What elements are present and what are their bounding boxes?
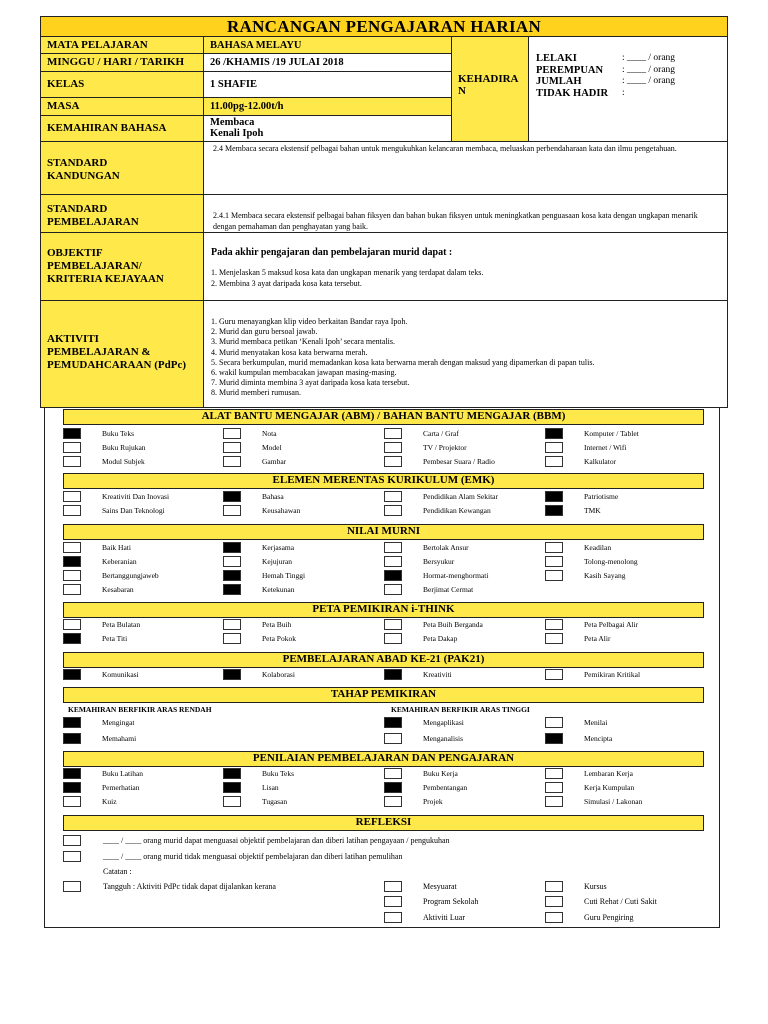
abm-checkbox-carta-graf[interactable] (384, 428, 402, 439)
emk-label-patriotisme: Patriotisme (584, 492, 619, 501)
nilai-checkbox-hemah-tinggi[interactable] (223, 570, 241, 581)
nilai-label-hormat-menghormati: Hormat-menghormati (423, 571, 489, 580)
pak21-label-kolaborasi: Kolaborasi (262, 670, 295, 679)
abm-checkbox-gambar[interactable] (223, 456, 241, 467)
pak21-label-pemikiran-kritikal: Pemikiran Kritikal (584, 670, 641, 679)
nilai-checkbox-bertanggungjaweb[interactable] (63, 570, 81, 581)
nilai-checkbox-bertolak-ansur[interactable] (384, 542, 402, 553)
nilai-label-kesabaran: Kesabaran (102, 585, 134, 594)
penilaian-label-buku-teks: Buku Teks (262, 769, 295, 778)
nilai-checkbox-berjimat-cermat[interactable] (384, 584, 402, 595)
penilaian-checkbox-kerja-kumpulan[interactable] (545, 782, 563, 793)
nilai-checkbox-keberanian[interactable] (63, 556, 81, 567)
objektif-label-line2: PEMBELAJARAN/ (47, 260, 142, 272)
penilaian-checkbox-tugasan[interactable] (223, 796, 241, 807)
nilai-label-bertolak-ansur: Bertolak Ansur (423, 543, 469, 552)
kehadiran-tidak-hadir (536, 88, 722, 100)
aktiviti-label-line1: AKTIVITI (47, 333, 99, 345)
tahap-label-mengingat: Mengingat (102, 718, 135, 727)
abm-label-gambar: Gambar (262, 457, 287, 466)
nilai-checkbox-hormat-menghormati[interactable] (384, 570, 402, 581)
ithink-checkbox-peta-dakap[interactable] (384, 633, 402, 644)
ithink-checkbox-peta-bulatan[interactable] (63, 619, 81, 630)
refleksi-checkbox-aktiviti-luar[interactable] (384, 912, 402, 923)
abm-label-buku-teks: Buku Teks (102, 429, 135, 438)
abm-label-pembesar-suara-radio: Pembesar Suara / Radio (423, 457, 495, 466)
perempuan-value: : ____ / orang (622, 64, 676, 75)
nilai-checkbox-kesabaran[interactable] (63, 584, 81, 595)
nilai-label-keberanian: Keberanian (102, 557, 137, 566)
aktiviti-label-line3: PEMUDAHCARAAN (PdPc) (47, 359, 187, 371)
nilai-checkbox-ketekunan[interactable] (223, 584, 241, 595)
ithink-checkbox-peta-titi[interactable] (63, 633, 81, 644)
nilai-label-keadilan: Keadilan (584, 543, 612, 552)
emk-checkbox-pendidikan-alam-sekitar[interactable] (384, 491, 402, 502)
penilaian-section-title: PENILAIAN PEMBELAJARAN DAN PENGAJARAN (63, 751, 704, 767)
penilaian-checkbox-kuiz[interactable] (63, 796, 81, 807)
abm-checkbox-model[interactable] (223, 442, 241, 453)
masa-label: MASA (41, 98, 204, 116)
refleksi-checkbox-2[interactable] (63, 851, 81, 862)
emk-section-title: ELEMEN MERENTAS KURIKULUM (EMK) (63, 473, 704, 489)
pak21-checkbox-kreativiti[interactable] (384, 669, 402, 680)
sp-label-line1: STANDARD (47, 203, 108, 215)
tahap-label-mengaplikasi: Mengaplikasi (423, 718, 464, 727)
emk-label-pendidikan-kewangan: Pendidikan Kewangan (423, 506, 491, 515)
standard-kandungan-label (41, 142, 204, 195)
emk-label-kreativiti-dan-inovasi: Kreativiti Dan Inovasi (102, 492, 170, 501)
nilai-checkbox-keadilan[interactable] (545, 542, 563, 553)
penilaian-checkbox-pemerhatian[interactable] (63, 782, 81, 793)
nilai-label-kasih-sayang: Kasih Sayang (584, 571, 626, 580)
emk-label-keusahawan: Keusahawan (262, 506, 301, 515)
penilaian-label-buku-latihan: Buku Latihan (102, 769, 144, 778)
abm-checkbox-komputer-tablet[interactable] (545, 428, 563, 439)
penilaian-label-kuiz: Kuiz (102, 797, 117, 806)
aktiviti-item-8: 8. Murid memberi rumusan. (211, 388, 301, 398)
nilai-checkbox-kejujuran[interactable] (223, 556, 241, 567)
nilai-label-bertanggungjaweb: Bertanggungjaweb (102, 571, 159, 580)
kehadiran-label-line1: KEHADIRA (458, 73, 519, 85)
aktiviti-item-7: 7. Murid diminta membina 3 ayat daripada kosa kata tersebut. (211, 378, 410, 388)
emk-checkbox-keusahawan[interactable] (223, 505, 241, 516)
abm-checkbox-nota[interactable] (223, 428, 241, 439)
nilai-label-hemah-tinggi: Hemah Tinggi (262, 571, 306, 580)
aktiviti-item-4: 4. Murid menyatakan kosa kata berwarna merah. (211, 347, 368, 357)
ithink-checkbox-peta-buih[interactable] (223, 619, 241, 630)
refleksi-checkbox-guru-pengiring[interactable] (545, 912, 563, 923)
abm-section-title: ALAT BANTU MENGAJAR (ABM) / BAHAN BANTU MENGAJAR (BBM) (63, 409, 704, 425)
lesson-info-table (40, 37, 728, 408)
standard-pembelajaran-label (41, 195, 204, 233)
minggu-label: MINGGU / HARI / TARIKH (41, 54, 204, 72)
penilaian-label-pemerhatian: Pemerhatian (102, 783, 140, 792)
pak21-checkbox-komunikasi[interactable] (63, 669, 81, 680)
tahap-sub-rendah: KEMAHIRAN BERFIKIR ARAS RENDAH (68, 705, 212, 714)
ithink-checkbox-peta-buih-berganda[interactable] (384, 619, 402, 630)
nilai-section-title: NILAI MURNI (63, 524, 704, 540)
refleksi-checkbox-kursus[interactable] (545, 881, 563, 892)
jumlah-label: JUMLAH (536, 76, 582, 87)
tahap-checkbox-mengingat[interactable] (63, 717, 81, 728)
emk-label-tmk: TMK (584, 506, 601, 515)
refleksi-checkbox-cuti-rehat-cuti-sakit[interactable] (545, 896, 563, 907)
penilaian-label-projek: Projek (423, 797, 443, 806)
penilaian-label-lembaran-kerja: Lembaran Kerja (584, 769, 633, 778)
aktiviti-item-6: 6. wakil kumpulan membacakan jawapan masing-masing. (211, 368, 397, 378)
abm-checkbox-buku-rujukan[interactable] (63, 442, 81, 453)
penilaian-checkbox-pembentangan[interactable] (384, 782, 402, 793)
tahap-label-memahami: Memahami (102, 734, 137, 743)
abm-label-buku-rujukan: Buku Rujukan (102, 443, 146, 452)
emk-checkbox-sains-dan-teknologi[interactable] (63, 505, 81, 516)
abm-label-model: Model (262, 443, 282, 452)
objektif-label (41, 233, 204, 301)
nilai-checkbox-kerjasama[interactable] (223, 542, 241, 553)
objektif-item-2: 2. Membina 3 ayat daripada kosa kata tersebut. (211, 278, 362, 288)
masa-value: 11.00pg-12.00t/h (204, 98, 452, 116)
abm-label-kalkulator: Kalkulator (584, 457, 617, 466)
nilai-label-kejujuran: Kejujuran (262, 557, 292, 566)
ithink-label-peta-buih-berganda: Peta Buih Berganda (423, 620, 483, 629)
nilai-checkbox-baik-hati[interactable] (63, 542, 81, 553)
penilaian-label-buku-kerja: Buku Kerja (423, 769, 458, 778)
kelas-label: KELAS (41, 72, 204, 98)
jumlah-value: : ____ / orang (622, 76, 676, 86)
pak21-label-komunikasi: Komunikasi (102, 670, 139, 679)
abm-checkbox-buku-teks[interactable] (63, 428, 81, 439)
abm-label-carta-graf: Carta / Graf (423, 429, 459, 438)
kehadiran-label-line2: N (458, 85, 466, 97)
aktiviti-label-line2: PEMBELAJARAN & (47, 346, 151, 358)
nilai-label-kerjasama: Kerjasama (262, 543, 295, 552)
refleksi-section-title: REFLEKSI (63, 815, 704, 831)
abm-label-komputer-tablet: Komputer / Tablet (584, 429, 639, 438)
refleksi-reason-guru-pengiring: Guru Pengiring (584, 913, 634, 922)
ithink-label-peta-buih: Peta Buih (262, 620, 292, 629)
emk-checkbox-tmk[interactable] (545, 505, 563, 516)
ithink-checkbox-peta-pelbagai-alir[interactable] (545, 619, 563, 630)
nilai-label-baik-hati: Baik Hati (102, 543, 131, 552)
aktiviti-item-2: 2. Murid dan guru bersoal jawab. (211, 327, 318, 337)
tahap-checkbox-menilai[interactable] (545, 717, 563, 728)
aktiviti-item-1: 1. Guru menayangkan klip video berkaitan Bandar raya Ipoh. (211, 317, 408, 326)
standard-kandungan-text: 2.4 Membaca secara ekstensif pelbagai bahan untuk mengukuhkan kelancaran membaca, meluaskan perbendaharaan kata dan ilmu pengetahuan. (204, 142, 728, 195)
ithink-checkbox-peta-alir[interactable] (545, 633, 563, 644)
emk-checkbox-pendidikan-kewangan[interactable] (384, 505, 402, 516)
aktiviti-item-5: 5. Secara berkumpulan, murid memadankan kosa kata berwarna merah dengan maksud yang dipamerkan di papan tulis. (211, 357, 595, 367)
abm-label-tv-projektor: TV / Projektor (423, 443, 467, 452)
refleksi-reason-cuti-rehat-cuti-sakit: Cuti Rehat / Cuti Sakit (584, 897, 657, 906)
tidak-hadir-label: TIDAK HADIR (536, 87, 609, 99)
refleksi-tangguh: Tangguh : Aktiviti PdPc tidak dapat dijalankan kerana (103, 882, 276, 891)
penilaian-checkbox-buku-kerja[interactable] (384, 768, 402, 779)
standard-pembelajaran-text: 2.4.1 Membaca secara ekstensif pelbagai bahan fiksyen dan bahan bukan fiksyen untuk meningkatkan penguasaan kosa kata dengan ungkapan menarik dengan pemahaman dan penghayatan yang baik. (204, 195, 728, 233)
aktiviti-label (41, 301, 204, 407)
ithink-label-peta-titi: Peta Titi (102, 634, 128, 643)
sp-label-line2: PEMBELAJARAN (47, 216, 139, 228)
penilaian-checkbox-lembaran-kerja[interactable] (545, 768, 563, 779)
tahap-label-mencipta: Mencipta (584, 734, 613, 743)
pak21-section-title: PEMBELAJARAN ABAD KE-21 (PAK21) (63, 652, 704, 668)
kehadiran-label (452, 37, 529, 142)
ithink-section-title: PETA PEMIKIRAN i-THINK (63, 602, 704, 618)
sk-label-line2: KANDUNGAN (47, 170, 120, 182)
refleksi-checkbox-mesyuarat[interactable] (384, 881, 402, 892)
penilaian-label-pembentangan: Pembentangan (423, 783, 468, 792)
tahap-label-menilai: Menilai (584, 718, 608, 727)
refleksi-line-1: ____ / ____ orang murid dapat menguasai objektif pembelajaran dan diberi latihan pengayaan / pengukuhan (103, 836, 450, 845)
sk-label-line1: STANDARD (47, 157, 108, 169)
lelaki-value: : ____ / orang (622, 53, 676, 63)
nilai-label-tolong-menolong: Tolong-menolong (584, 557, 638, 566)
emk-label-pendidikan-alam-sekitar: Pendidikan Alam Sekitar (423, 492, 498, 501)
objektif-intro: Pada akhir pengajaran dan pembelajaran murid dapat : (211, 247, 453, 258)
refleksi-line-2: ____ / ____ orang murid tidak menguasai objektif pembelajaran dan diberi latihan pemulihan (103, 852, 403, 861)
abm-checkbox-modul-subjek[interactable] (63, 456, 81, 467)
penilaian-checkbox-buku-teks[interactable] (223, 768, 241, 779)
nilai-label-bersyukur: Bersyukur (423, 557, 455, 566)
aktiviti-item-3: 3. Murid membaca petikan ‘Kenali Ipoh’ secara mentalis. (211, 337, 396, 347)
kelas-value: 1 SHAFIE (204, 72, 452, 98)
abm-checkbox-internet-wifi[interactable] (545, 442, 563, 453)
kehadiran-jumlah (536, 76, 722, 88)
refleksi-checkbox-program-sekolah[interactable] (384, 896, 402, 907)
tahap-label-menganalisis: Menganalisis (423, 734, 463, 743)
perempuan-label: PEREMPUAN (536, 64, 604, 76)
ithink-label-peta-bulatan: Peta Bulatan (102, 620, 141, 629)
objektif-label-line1: OBJEKTIF (47, 247, 103, 259)
tahap-checkbox-mencipta[interactable] (545, 733, 563, 744)
kemahiran-label: KEMAHIRAN BAHASA (41, 116, 204, 142)
tangguh-checkbox[interactable] (63, 881, 81, 892)
nilai-checkbox-bersyukur[interactable] (384, 556, 402, 567)
emk-label-bahasa: Bahasa (262, 492, 284, 501)
page-title: RANCANGAN PENGAJARAN HARIAN (40, 16, 728, 37)
objektif-item-1: 1. Menjelaskan 5 maksud kosa kata dan ungkapan menarik yang terdapat dalam teks. (211, 268, 484, 277)
ithink-label-peta-pelbagai-alir: Peta Pelbagai Alir (584, 620, 639, 629)
refleksi-reason-mesyuarat: Mesyuarat (423, 882, 457, 891)
nilai-checkbox-kasih-sayang[interactable] (545, 570, 563, 581)
refleksi-reason-aktiviti-luar: Aktiviti Luar (423, 913, 465, 922)
abm-label-nota: Nota (262, 429, 277, 438)
penilaian-checkbox-lisan[interactable] (223, 782, 241, 793)
abm-label-internet-wifi: Internet / Wifi (584, 443, 627, 452)
refleksi-reason-program-sekolah: Program Sekolah (423, 897, 479, 906)
emk-label-sains-dan-teknologi: Sains Dan Teknologi (102, 506, 165, 515)
kehadiran-lelaki (536, 53, 722, 65)
nilai-label-ketekunan: Ketekunan (262, 585, 295, 594)
kemahiran-value (204, 116, 452, 142)
aktiviti-content (204, 301, 728, 407)
objektif-content (204, 233, 728, 301)
tidak-hadir-value: : (622, 87, 625, 98)
refleksi-catatan: Catatan : (103, 867, 132, 876)
mata-pelajaran-value: BAHASA MELAYU (204, 37, 452, 54)
tahap-checkbox-menganalisis[interactable] (384, 733, 402, 744)
penilaian-checkbox-simulasi-lakonan[interactable] (545, 796, 563, 807)
abm-checkbox-pembesar-suara-radio[interactable] (384, 456, 402, 467)
abm-checkbox-tv-projektor[interactable] (384, 442, 402, 453)
refleksi-checkbox-1[interactable] (63, 835, 81, 846)
ithink-label-peta-pokok: Peta Pokok (262, 634, 296, 643)
tahap-section-title: TAHAP PEMIKIRAN (63, 687, 704, 703)
kehadiran-box (529, 37, 728, 142)
emk-checkbox-patriotisme[interactable] (545, 491, 563, 502)
mata-pelajaran-label: MATA PELAJARAN (41, 37, 204, 54)
objektif-label-line3: KRITERIA KEJAYAAN (47, 273, 164, 285)
emk-checkbox-bahasa[interactable] (223, 491, 241, 502)
emk-checkbox-kreativiti-dan-inovasi[interactable] (63, 491, 81, 502)
ithink-checkbox-peta-pokok[interactable] (223, 633, 241, 644)
penilaian-label-lisan: Lisan (262, 783, 279, 792)
pak21-checkbox-kolaborasi[interactable] (223, 669, 241, 680)
lelaki-label: LELAKI (536, 53, 577, 64)
refleksi-reason-kursus: Kursus (584, 882, 607, 891)
kemahiran-line1: Membaca (210, 117, 255, 128)
pak21-label-kreativiti: Kreativiti (423, 670, 452, 679)
abm-label-modul-subjek: Modul Subjek (102, 457, 145, 466)
tahap-sub-tinggi: KEMAHIRAN BERFIKIR ARAS TINGGI (391, 705, 530, 714)
penilaian-label-tugasan: Tugasan (262, 797, 288, 806)
abm-checkbox-kalkulator[interactable] (545, 456, 563, 467)
ithink-label-peta-dakap: Peta Dakap (423, 634, 458, 643)
penilaian-checkbox-buku-latihan[interactable] (63, 768, 81, 779)
tahap-checkbox-memahami[interactable] (63, 733, 81, 744)
penilaian-label-kerja-kumpulan: Kerja Kumpulan (584, 783, 635, 792)
tahap-checkbox-mengaplikasi[interactable] (384, 717, 402, 728)
penilaian-checkbox-projek[interactable] (384, 796, 402, 807)
pak21-checkbox-pemikiran-kritikal[interactable] (545, 669, 563, 680)
kemahiran-line2: Kenali Ipoh (210, 128, 264, 139)
penilaian-label-simulasi-lakonan: Simulasi / Lakonan (584, 797, 643, 806)
nilai-checkbox-tolong-menolong[interactable] (545, 556, 563, 567)
nilai-label-berjimat-cermat: Berjimat Cermat (423, 585, 474, 594)
kehadiran-perempuan (536, 65, 722, 77)
ithink-label-peta-alir: Peta Alir (584, 634, 611, 643)
minggu-value: 26 /KHAMIS /19 JULAI 2018 (204, 54, 452, 72)
